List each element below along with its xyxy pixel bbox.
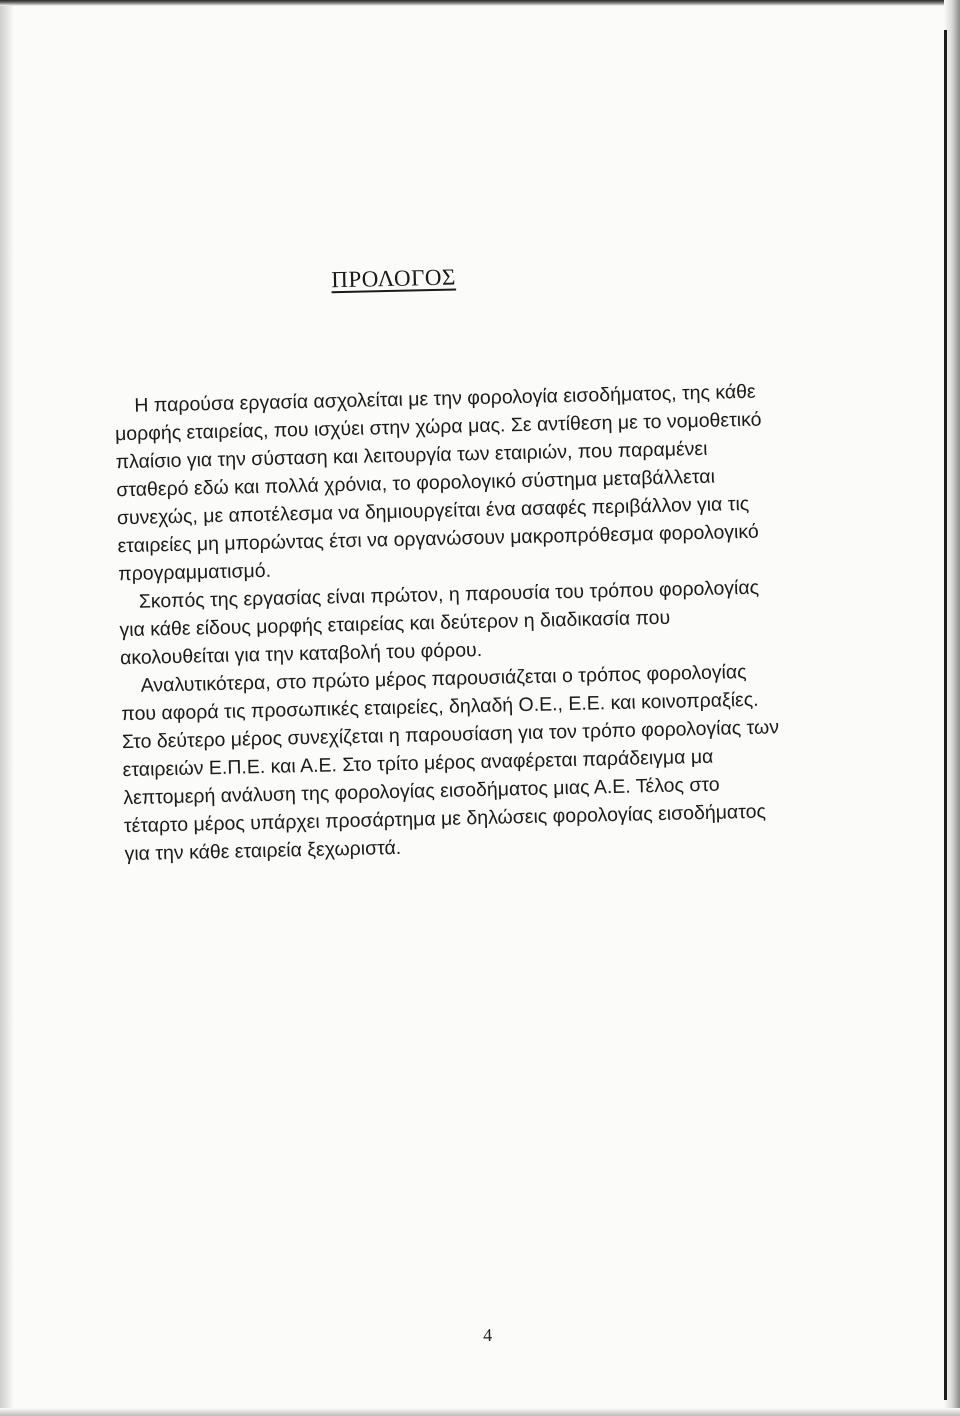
page-number: 4 (482, 1324, 493, 1346)
paragraph-intro: Η παρούσα εργασία ασχολείται με την φορολογία εισοδήματος, της κάθε μορφής εταιρείας, που ισχύει στην χώρα μας. Σε αντίθεση με το νομοθετικό πλαίσιο για την σύσταση και λειτουργία των εταιριών, που παραμένει σταθερό εδώ και πολλά χρόνια, το φορολογικό σύστημα μεταβάλλεται συνεχώς, με αποτέλεσμα να δημιουργείται ένα ασαφές περιβάλλον για τις εταιρείες μη μπορώντας έτσι να οργανώσουν μακροπρόθεσμα φορολογικό προγραμματισμό. (114, 380, 762, 586)
page-title (0, 257, 794, 301)
body-text (114, 377, 785, 868)
paragraph-purpose: Σκοπός της εργασίας είναι πρώτον, η παρουσία του τρόπου φορολογίας για κάθε είδους μορφής εταιρείας και δεύτερον η διαδικασία που ακολουθείται για την καταβολή του φόρου. (119, 576, 760, 670)
paragraph-structure: Αναλυτικότερα, στο πρώτο μέρος παρουσιάζεται ο τρόπος φορολογίας που αφορά τις προσωπικές εταιρείες, δηλαδή Ο.Ε., Ε.Ε. και κοινοπραξίες. Στο δεύτερο μέρος συνεχίζεται η παρουσίαση για τον τρόπο φορολογίας των εταιρειών Ε.Π.Ε. και Α.Ε. Στο τρίτο μέρος αναφέρεται παράδειγμα μα λεπτομερή ανάλυση της φορολογίας εισοδήματος μιας Α.Ε. Τέλος στο τέταρτο μέρος υπάρχει προσάρτημα με δηλώσεις φορολογίας εισοδήματος για την κάθε εταιρεία ξεχωριστά. (121, 660, 780, 866)
page-title-text: ΠΡΟΛΟΓΟΣ (331, 264, 457, 293)
